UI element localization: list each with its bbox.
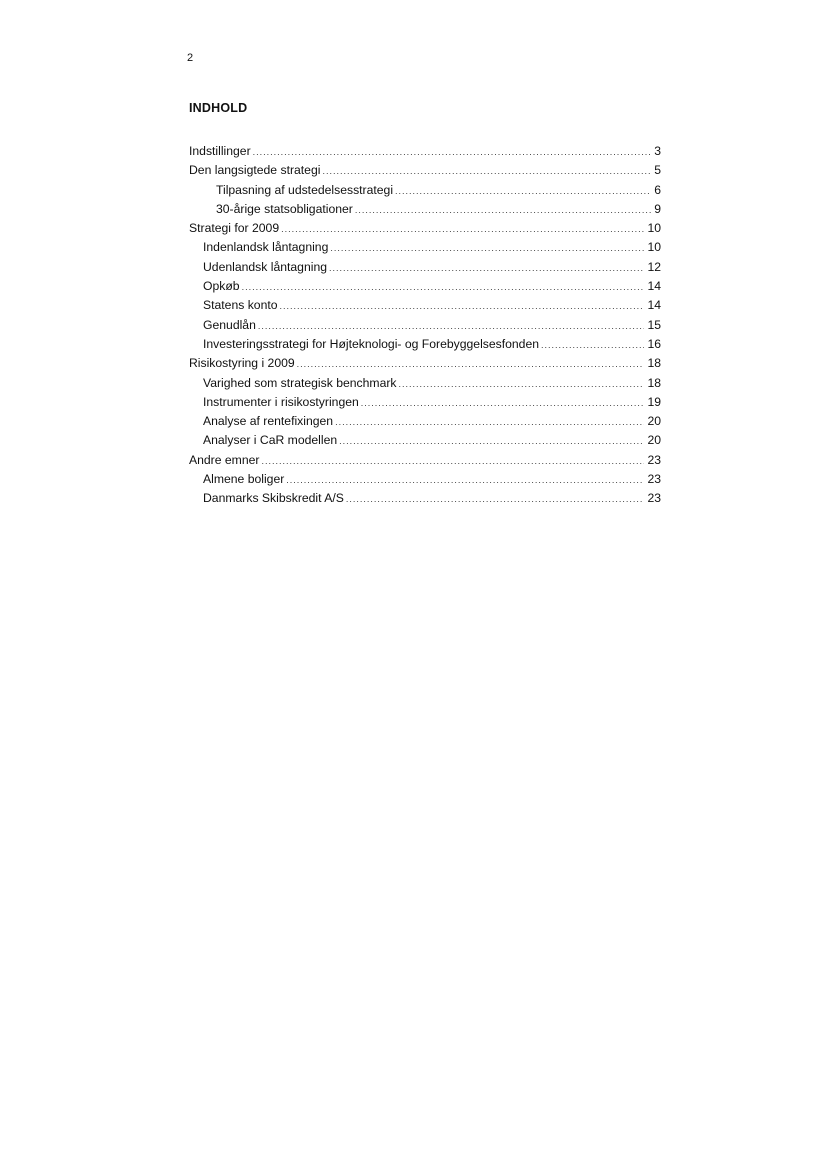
toc-entry-page: 5 — [654, 163, 661, 178]
toc-entry — [189, 374, 661, 393]
dot-leader — [346, 490, 645, 509]
toc-entry-page: 18 — [647, 356, 661, 371]
dot-leader — [361, 394, 645, 413]
toc-entry-title: Strategi for 2009 — [189, 221, 280, 236]
toc-entry — [189, 451, 661, 470]
toc-entry — [189, 258, 661, 277]
dot-leader — [280, 297, 645, 316]
toc-entry-page: 23 — [647, 452, 661, 467]
toc-entry — [189, 142, 661, 161]
toc-entry — [189, 354, 661, 373]
dot-leader — [329, 259, 644, 278]
toc-entry-title: Indstillinger — [189, 144, 251, 158]
toc-entry-page: 14 — [647, 298, 661, 313]
dot-leader — [335, 413, 644, 432]
dot-leader — [286, 471, 644, 490]
toc-entry — [189, 238, 661, 257]
page-number: 2 — [187, 52, 194, 64]
toc-entry-page: 23 — [647, 491, 661, 506]
toc-entry-page: 16 — [647, 336, 661, 351]
dot-leader — [258, 317, 645, 336]
toc-entry-title: Risikostyring i 2009 — [189, 356, 295, 371]
toc-entry-page: 23 — [647, 472, 661, 487]
toc-entry-title: Analyse af rentefixingen — [203, 414, 334, 429]
toc-entry-title: Varighed som strategisk benchmark — [203, 375, 397, 390]
dot-leader — [330, 239, 644, 258]
toc-entry-title: Tilpasning af udstedelsesstrategi — [216, 182, 394, 197]
toc-entry-title: Udenlandsk låntagning — [203, 259, 327, 274]
dot-leader — [253, 143, 652, 162]
toc-entry-title: Opkøb — [203, 279, 240, 294]
toc-entry — [189, 489, 661, 508]
toc-entry — [189, 431, 661, 450]
toc-entry-title: Investeringsstrategi for Højteknologi- og Forebyggelsesfonden — [203, 336, 540, 351]
toc-entry — [189, 161, 661, 180]
dot-leader — [339, 432, 644, 451]
dot-leader — [399, 375, 645, 394]
dot-leader — [395, 182, 651, 201]
toc-entry-page: 3 — [654, 144, 661, 158]
dot-leader — [355, 201, 651, 220]
toc-entry-page: 15 — [647, 317, 661, 332]
toc-entry — [189, 470, 661, 489]
toc-entry — [189, 335, 661, 354]
toc-entry-title: Almene boliger — [203, 472, 285, 487]
toc-entry-title: Danmarks Skibskredit A/S — [203, 491, 344, 506]
toc-entry-title: Genudlån — [203, 317, 256, 332]
dot-leader — [297, 355, 645, 374]
toc-entry-page: 18 — [647, 375, 661, 390]
dot-leader — [261, 452, 644, 471]
toc-entry-page: 6 — [654, 182, 661, 197]
dot-leader — [242, 278, 645, 297]
toc-entry — [189, 181, 661, 200]
toc-entry-page: 9 — [654, 201, 661, 216]
dot-leader — [322, 162, 651, 181]
toc-entry-title: Indenlandsk låntagning — [203, 240, 329, 255]
toc-entry-title: Andre emner — [189, 452, 260, 467]
toc-entry-title: Analyser i CaR modellen — [203, 433, 338, 448]
toc-entry — [189, 412, 661, 431]
toc-entry — [189, 277, 661, 296]
toc-entry — [189, 393, 661, 412]
toc-entry — [189, 316, 661, 335]
toc-heading: INDHOLD — [189, 101, 248, 115]
toc-entry — [189, 296, 661, 315]
toc-entry-page: 14 — [647, 279, 661, 294]
toc-entry-page: 10 — [647, 221, 661, 236]
toc-entry-title: Den langsigtede strategi — [189, 163, 321, 178]
toc-entry-title: Instrumenter i risikostyringen — [203, 394, 359, 409]
toc-entry — [189, 200, 661, 219]
table-of-contents — [189, 142, 661, 509]
dot-leader — [281, 220, 644, 239]
toc-entry-page: 12 — [647, 259, 661, 274]
toc-entry-page: 19 — [647, 394, 661, 409]
dot-leader — [541, 336, 644, 355]
toc-entry-page: 20 — [647, 433, 661, 448]
toc-entry-title: 30-årige statsobligationer — [216, 201, 353, 216]
toc-entry-page: 10 — [647, 240, 661, 255]
toc-entry — [189, 219, 661, 238]
toc-entry-page: 20 — [647, 414, 661, 429]
toc-entry-title: Statens konto — [203, 298, 278, 313]
